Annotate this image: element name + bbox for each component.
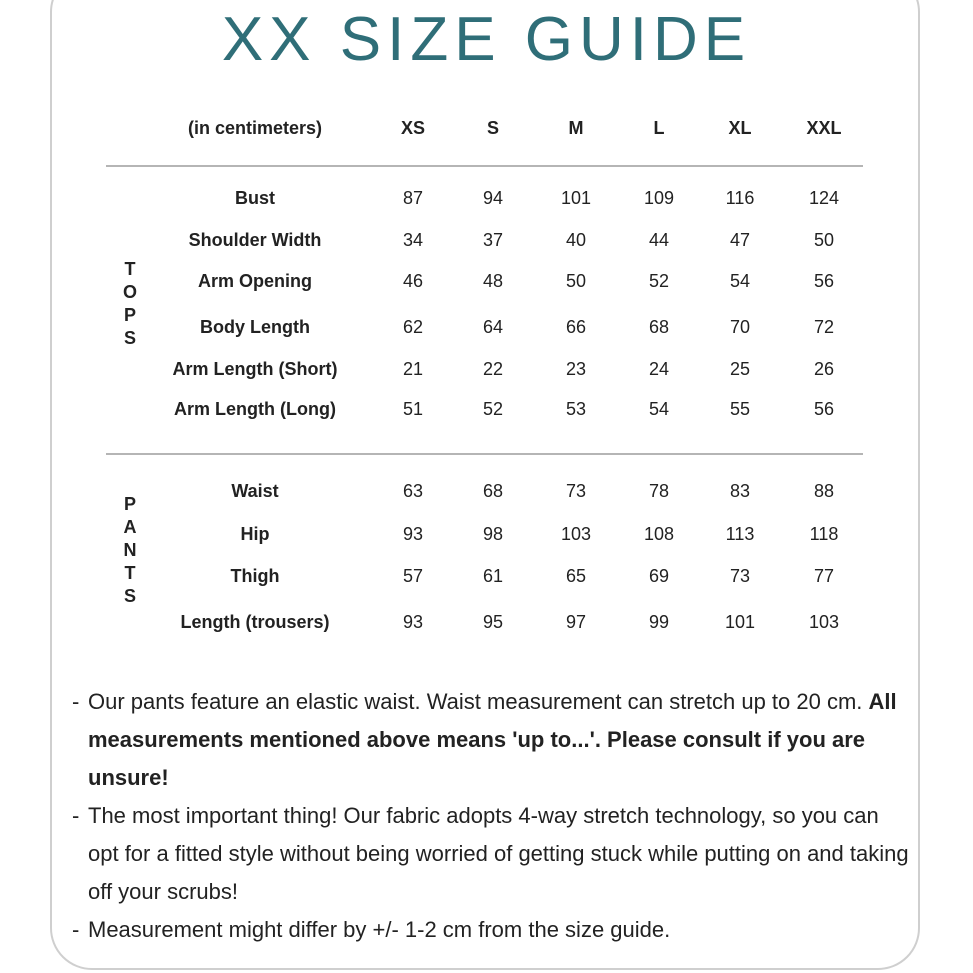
row-label: Waist [231, 481, 279, 501]
table-cell: 22 [482, 359, 504, 379]
table-cell: 70 [729, 317, 751, 337]
table-cell: 54 [729, 271, 751, 291]
row-label: Arm Opening [197, 271, 312, 291]
notes-list [72, 683, 912, 949]
table-cell: 116 [725, 188, 755, 208]
row-label: Hip [240, 524, 270, 544]
section-label-letter: S [123, 586, 136, 606]
table-cell: 25 [729, 359, 751, 379]
header-divider [106, 165, 863, 167]
table-cell: 50 [813, 230, 835, 250]
table-cell: 95 [482, 612, 504, 632]
table-cell: 47 [729, 230, 751, 250]
section-label-letter: A [123, 517, 137, 537]
table-cell: 34 [402, 230, 424, 250]
row-label: Shoulder Width [188, 230, 322, 250]
table-cell: 62 [402, 317, 424, 337]
note-item [72, 683, 912, 797]
section-label-letter: P [123, 305, 136, 325]
note-item [72, 797, 912, 911]
size-header-xl: XL [728, 118, 752, 138]
table-cell: 109 [643, 188, 675, 208]
table-cell: 64 [482, 317, 504, 337]
section-label-letter: S [123, 328, 136, 348]
table-cell: 37 [482, 230, 504, 250]
table-cell: 98 [482, 524, 504, 544]
section-label-letter: T [124, 259, 136, 279]
note-dash: - [72, 689, 80, 714]
table-cell: 118 [809, 524, 839, 544]
table-cell: 54 [648, 399, 670, 419]
table-cell: 87 [402, 188, 424, 208]
table-cell: 69 [648, 566, 670, 586]
section-label-letter: T [124, 563, 136, 583]
table-cell: 93 [402, 524, 424, 544]
table-cell: 55 [729, 399, 751, 419]
table-cell: 103 [560, 524, 592, 544]
section-label-letter: P [123, 494, 136, 514]
table-cell: 88 [813, 481, 835, 501]
row-label: Bust [235, 188, 275, 208]
note-dash: - [72, 803, 80, 828]
table-cell: 56 [813, 271, 835, 291]
table-cell: 101 [560, 188, 592, 208]
table-cell: 52 [648, 271, 670, 291]
size-header-xxl: XXL [806, 118, 842, 138]
note-text: Measurement might differ by +/- 1-2 cm from the size guide. [88, 917, 671, 942]
table-cell: 124 [808, 188, 840, 208]
note-text: The most important thing! Our fabric adopts 4-way stretch technology, so you can opt for a fitted style without being worried of getting stuck while putting on and taking off your scrubs! [88, 803, 909, 904]
table-cell: 56 [813, 399, 835, 419]
table-cell: 26 [813, 359, 835, 379]
row-label: Arm Length (Long) [174, 399, 336, 419]
table-cell: 72 [813, 317, 835, 337]
table-cell: 61 [482, 566, 504, 586]
table-cell: 65 [565, 566, 587, 586]
row-label: Body Length [200, 317, 310, 337]
table-cell: 50 [565, 271, 587, 291]
table-cell: 40 [565, 230, 587, 250]
table-cell: 52 [482, 399, 504, 419]
note-item [72, 911, 912, 949]
row-label: Thigh [230, 566, 280, 586]
unit-header: (in centimeters) [187, 118, 323, 138]
table-cell: 78 [648, 481, 670, 501]
note-text: Our pants feature an elastic waist. Waist measurement can stretch up to 20 cm. [88, 689, 869, 714]
note-dash: - [72, 917, 80, 942]
table-cell: 68 [648, 317, 670, 337]
table-cell: 83 [729, 481, 751, 501]
table-cell: 97 [565, 612, 587, 632]
table-cell: 94 [482, 188, 504, 208]
table-cell: 66 [565, 317, 587, 337]
table-cell: 77 [813, 566, 835, 586]
table-cell: 48 [482, 271, 504, 291]
table-cell: 21 [402, 359, 424, 379]
table-cell: 23 [565, 359, 587, 379]
table-cell: 113 [725, 524, 755, 544]
table-cell: 73 [565, 481, 587, 501]
table-cell: 57 [402, 566, 424, 586]
section-label-letter: O [122, 282, 137, 302]
pants-section-label [118, 493, 142, 608]
table-cell: 93 [402, 612, 424, 632]
row-label: Arm Length (Short) [172, 359, 338, 379]
note-bold-text: All measurements mentioned above means 'up to...'. Please consult if you are unsure! [88, 689, 897, 790]
table-cell: 46 [402, 271, 424, 291]
size-header-xs: XS [400, 118, 425, 138]
table-cell: 51 [402, 399, 424, 419]
table-cell: 53 [565, 399, 587, 419]
table-cell: 68 [482, 481, 504, 501]
table-cell: 101 [724, 612, 756, 632]
table-cell: 99 [648, 612, 670, 632]
section-label-letter: N [123, 540, 137, 560]
size-header-s: S [486, 118, 499, 138]
table-cell: 103 [808, 612, 840, 632]
table-cell: 24 [648, 359, 670, 379]
table-cell: 73 [729, 566, 751, 586]
size-header-l: L [653, 118, 665, 138]
tops-section-label [118, 258, 142, 350]
row-label: Length (trousers) [180, 612, 330, 632]
section-divider [106, 453, 863, 455]
table-cell: 63 [402, 481, 424, 501]
table-cell: 44 [648, 230, 670, 250]
size-header-m: M [568, 118, 584, 138]
page-title: XX SIZE GUIDE [221, 5, 752, 74]
table-cell: 108 [643, 524, 675, 544]
